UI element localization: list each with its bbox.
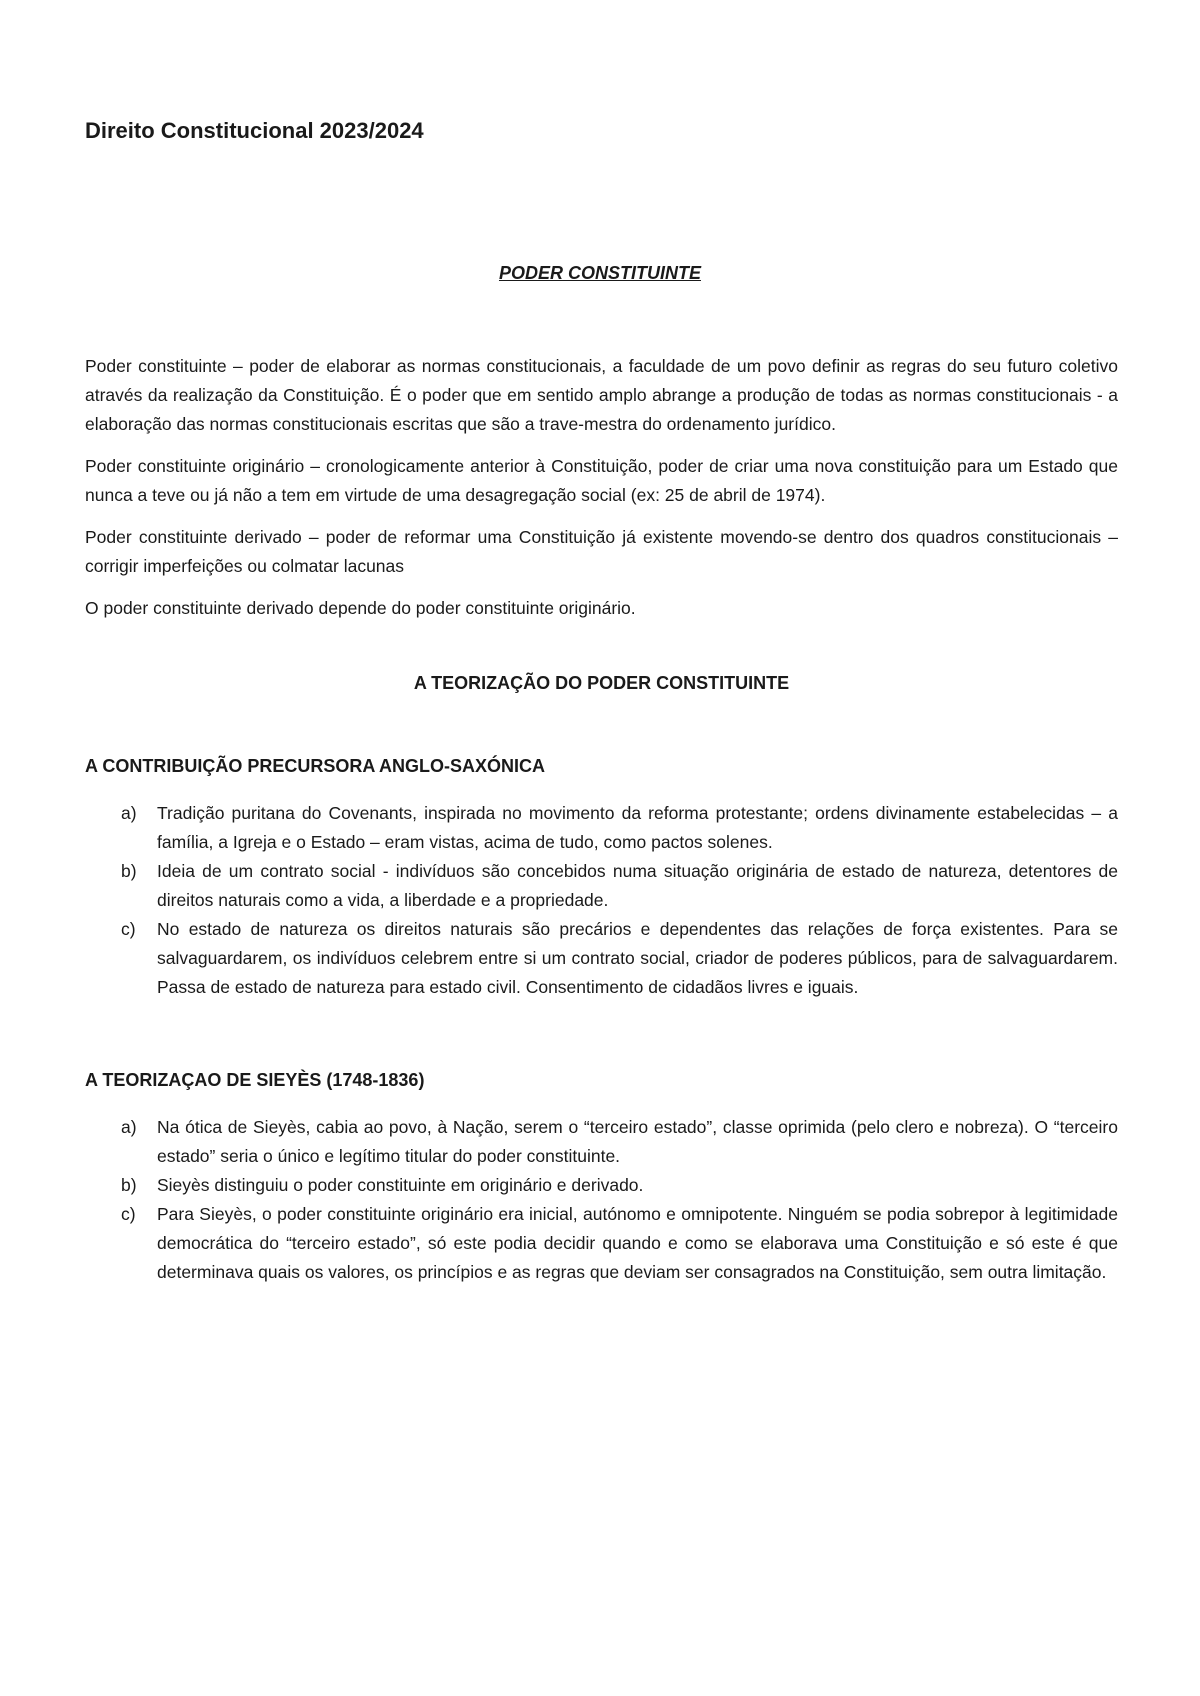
list-anglo-saxonica — [85, 799, 1118, 1002]
list-item — [85, 1171, 1118, 1200]
list-item — [85, 915, 1118, 1002]
section-heading-sieyes: A TEORIZAÇAO DE SIEYÈS (1748-1836) — [85, 1070, 425, 1090]
list-item — [85, 1200, 1118, 1287]
paragraph-derivado: Poder constituinte derivado – poder de reformar uma Constituição já existente movendo-se dentro dos quadros constitucionais – corrigir imperfeições ou colmatar lacunas — [85, 527, 1118, 576]
document-title: Direito Constitucional 2023/2024 — [85, 118, 424, 143]
list-item-text: Sieyès distinguiu o poder constituinte em originário e derivado. — [157, 1175, 644, 1195]
list-sieyes — [85, 1113, 1118, 1287]
list-item — [85, 1113, 1118, 1171]
list-marker: b) — [121, 1175, 137, 1195]
main-heading: PODER CONSTITUINTE — [498, 263, 701, 283]
list-item-text: Para Sieyès, o poder constituinte originário era inicial, autónomo e omnipotente. Ninguém se podia sobrepor à legitimidade democrática do “terceiro estado”, só este podia decidir quando e como se elaborava uma Constituição e só este é que determinava quais os valores, os princípios e as regras que deviam ser consagrados na Constituição, sem outra limitação. — [157, 1204, 1118, 1282]
paragraph-originario: Poder constituinte originário – cronologicamente anterior à Constituição, poder de criar uma nova constituição para um Estado que nunca a teve ou já não a tem em virtude de uma desagregação social (ex: 25 de abril de 1974). — [85, 456, 1118, 505]
list-marker: a) — [121, 1117, 137, 1137]
list-item-text: No estado de natureza os direitos naturais são precários e dependentes das relações de força existentes. Para se salvaguardarem, os indivíduos celebrem entre si um contrato social, criador de poderes públicos, para de salvaguardarem. Passa de estado de natureza para estado civil. Consentimento de cidadãos livres e iguais. — [157, 919, 1118, 997]
list-item — [85, 857, 1118, 915]
list-item — [85, 799, 1118, 857]
list-marker: c) — [121, 919, 136, 939]
list-marker: c) — [121, 1204, 136, 1224]
section-heading-anglo-saxonica: A CONTRIBUIÇÃO PRECURSORA ANGLO-SAXÓNICA — [85, 756, 546, 776]
list-item-text: Ideia de um contrato social - indivíduos são concebidos numa situação originária de estado de natureza, detentores de direitos naturais como a vida, a liberdade e a propriedade. — [157, 861, 1118, 910]
list-item-text: Na ótica de Sieyès, cabia ao povo, à Nação, serem o “terceiro estado”, classe oprimida (pelo clero e nobreza). O “terceiro estado” seria o único e legítimo titular do poder constituinte. — [157, 1117, 1118, 1166]
list-marker: a) — [121, 803, 137, 823]
paragraph-dependencia: O poder constituinte derivado depende do poder constituinte originário. — [85, 598, 636, 618]
list-marker: b) — [121, 861, 137, 881]
document-body — [85, 352, 1118, 1287]
list-item-text: Tradição puritana do Covenants, inspirada no movimento da reforma protestante; ordens divinamente estabelecidas – a família, a Igreja e o Estado – eram vistas, acima de tudo, como pactos solenes. — [157, 803, 1118, 852]
section-heading-teorizacao: A TEORIZAÇÃO DO PODER CONSTITUINTE — [413, 673, 790, 693]
paragraph-definition: Poder constituinte – poder de elaborar as normas constitucionais, a faculdade de um povo definir as regras do seu futuro coletivo através da realização da Constituição. É o poder que em sentido amplo abrange a produção de todas as normas constitucionais - a elaboração das normas constitucionais escritas que são a trave-mestra do ordenamento jurídico. — [85, 356, 1118, 434]
